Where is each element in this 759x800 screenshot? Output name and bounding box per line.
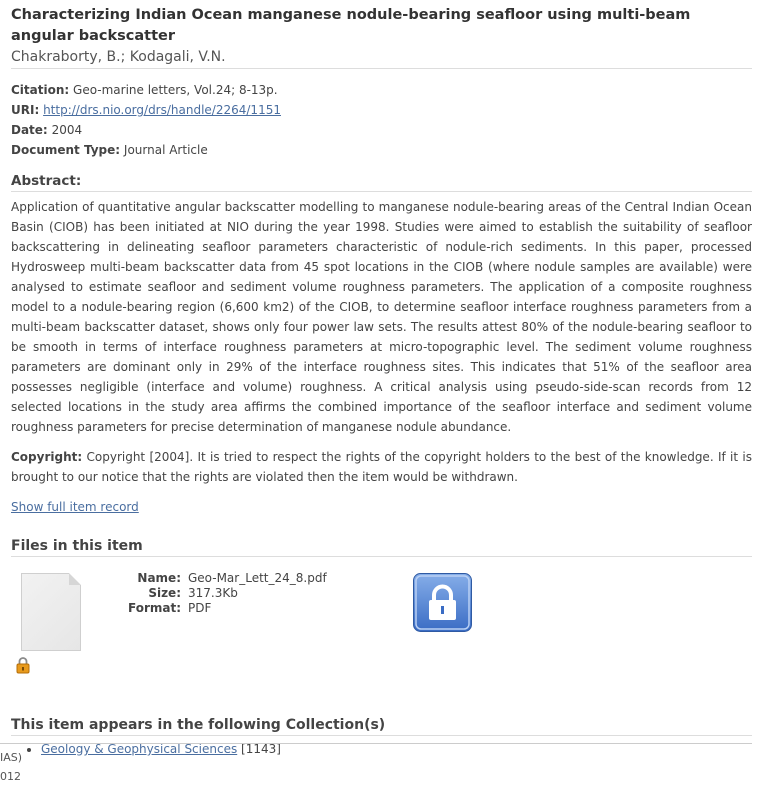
abstract-text: Application of quantitative angular backscatter modelling to manganese nodule-bearing areas of the Central Indian Ocean Basin (CIOB) has been initiated at NIO during the year 1998. Studies were aimed to establish the suitability of seafloor backscattering in delineating seafloor parameters characteristic of nodule-rich sediments. In this paper, processed Hydrosweep multi-beam backscatter data from 45 spot locations in the CIOB (where nodule samples are available) were analysed to estimate seafloor and sediment volume roughness parameters. The application of a composite roughness model to a nodule-bearing region (6,600 km2) of the CIOB, to determine seafloor interface roughness parameters from a multi-beam backscatter dataset, shows only four power law sets. The results attest 80% of the nodule-bearing seafloor to be smooth in terms of interface roughness parameters at micro-topographic level. The sediment volume roughness parameters are dominant only in 29% of the interface roughness sites. This indicates that 51% of the seafloor area possesses negligible (interface and volume) roughness. A critical analysis using pseudo-side-scan records from 12 selected locations in the study area affirms the combined importance of the seafloor interface and sediment volume roughness parameters for precise determination of manganese nodule abundance. <box>11 200 752 434</box>
footer-line-2: 012 <box>0 770 21 783</box>
uri-row <box>11 100 752 120</box>
document-type-value: Journal Article <box>123 143 208 157</box>
abstract-heading: Abstract: <box>11 173 82 189</box>
divider <box>11 735 752 736</box>
files-heading: Files in this item <box>11 538 143 554</box>
document-type-row <box>11 140 752 160</box>
citation-row <box>11 80 752 100</box>
show-full-record <box>11 497 752 517</box>
file-format-row <box>111 601 327 616</box>
footer-divider <box>0 743 752 744</box>
show-full-item-record-link[interactable]: Show full item record <box>11 500 139 514</box>
item-metadata <box>11 80 752 160</box>
divider <box>11 68 752 69</box>
document-type-label: Document Type: <box>11 143 121 157</box>
file-details <box>111 571 327 616</box>
copyright-label: Copyright: <box>11 450 83 464</box>
divider <box>11 191 752 192</box>
date-label: Date: <box>11 123 48 137</box>
uri-label: URI: <box>11 103 40 117</box>
date-value: 2004 <box>51 123 83 137</box>
copyright-text: Copyright [2004]. It is tried to respect the rights of the copyright holders to the best of the knowledge. If it is brought to our notice that the rights are violated then the item would be withdrawn. <box>11 450 752 484</box>
citation-value: Geo-marine letters, Vol.24; 8-13p. <box>73 83 278 97</box>
file-size-value: 317.3Kb <box>188 586 238 600</box>
file-size-row <box>111 586 327 601</box>
file-entry <box>11 565 752 715</box>
file-name-label: Name: <box>137 571 181 585</box>
padlock-icon <box>16 656 30 674</box>
footer-line-1: IAS) <box>0 751 23 764</box>
footer <box>0 748 22 786</box>
list-item <box>41 739 752 759</box>
collection-count: [1143] <box>241 742 281 756</box>
restricted-access-lock-icon[interactable] <box>413 573 472 632</box>
file-format-label: Format: <box>127 601 181 615</box>
file-name-value: Geo-Mar_Lett_24_8.pdf <box>188 571 327 585</box>
item-authors: Chakraborty, B.; Kodagali, V.N. <box>11 49 226 65</box>
uri-link[interactable]: http://drs.nio.org/drs/handle/2264/1151 <box>43 103 281 117</box>
file-format-value: PDF <box>188 601 212 615</box>
citation-label: Citation: <box>11 83 70 97</box>
file-name-row <box>111 571 327 586</box>
copyright-block <box>11 447 752 487</box>
collections-list <box>11 739 752 759</box>
file-size-label: Size: <box>148 586 181 600</box>
collection-link[interactable]: Geology & Geophysical Sciences <box>41 742 238 756</box>
document-thumbnail-icon[interactable] <box>21 573 81 651</box>
item-title: Characterizing Indian Ocean manganese nodule-bearing seafloor using multi-beam angular backscatter <box>11 7 691 44</box>
divider <box>11 556 752 557</box>
date-row <box>11 120 752 140</box>
item-view <box>11 0 752 759</box>
collections-heading: This item appears in the following Collection(s) <box>11 717 386 733</box>
